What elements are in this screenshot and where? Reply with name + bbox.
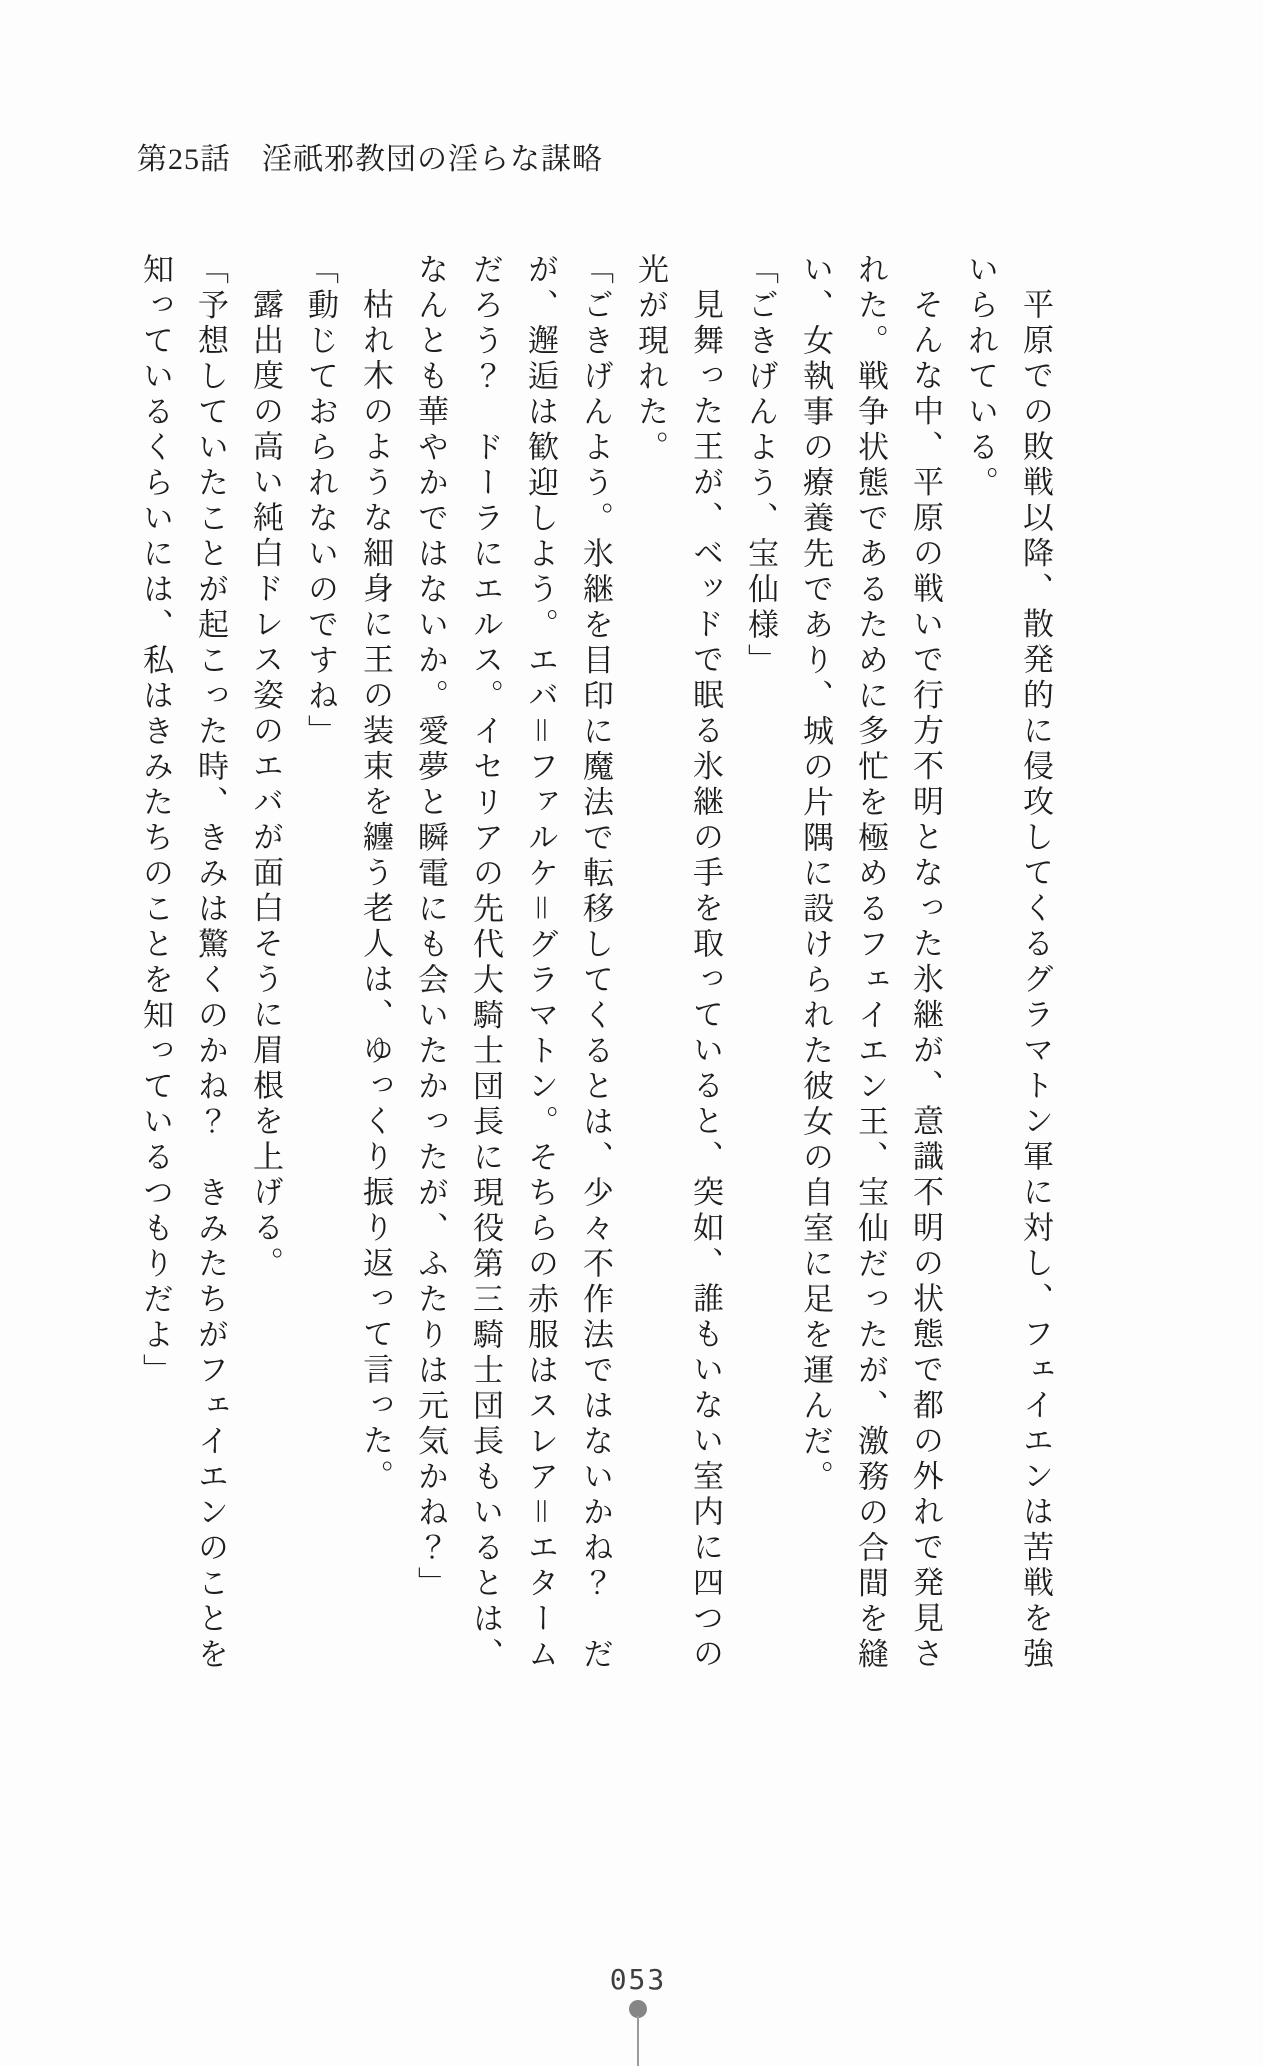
paragraph: そんな中、平原の戦いで行方不明となった氷継が、意識不明の状態で都の外れで発見された。戦争状態であるために多忙を極めるフェイエン王、宝仙だったが、激務の合間を縫い、女執事の療養先であり、城の片隅に設けられた彼女の自室に足を運んだ。 (798, 253, 943, 1673)
paragraph: 「動じておられないのですね」 (303, 253, 338, 750)
paragraph: 「予想していたことが起こった時、きみは驚くのかね？ きみたちがフェイエンのことを知っているくらいには、私はきみたちのことを知っているつもりだよ」 (138, 253, 228, 1673)
paragraph: 平原での敗戦以降、散発的に侵攻してくるグラマトン軍に対し、フェイエンは苦戦を強いられている。 (963, 253, 1053, 1673)
body-text (128, 253, 1063, 1673)
footer-stem-line (637, 2016, 639, 2066)
paragraph: 見舞った王が、ベッドで眠る氷継の手を取っていると、突如、誰もいない室内に四つの光が現れた。 (633, 253, 723, 1673)
paragraph: 「ごきげんよう、宝仙様」 (743, 253, 778, 679)
paragraph: 枯れ木のような細身に王の装束を纏う老人は、ゆっくり振り返って言った。 (358, 288, 393, 1495)
paragraph: 「ごきげんよう。氷継を目印に魔法で転移してくるとは、少々不作法ではないかね？ だが、邂逅は歓迎しよう。エバ＝ファルケ＝グラマトン。そちらの赤服はスレア＝エタームだろう？ ドーラにエルス。イセリアの先代大騎士団長に現役第三騎士団長もいるとは、なんとも華やかではないか。愛夢と瞬電にも会いたかったが、ふたりは元気かね？」 (413, 253, 613, 1673)
paragraph: 露出度の高い純白ドレス姿のエバが面白そうに眉根を上げる。 (248, 288, 283, 1282)
chapter-header: 第25話 淫祇邪教団の淫らな謀略 (137, 143, 603, 176)
page-number: 053 (609, 1963, 667, 1996)
